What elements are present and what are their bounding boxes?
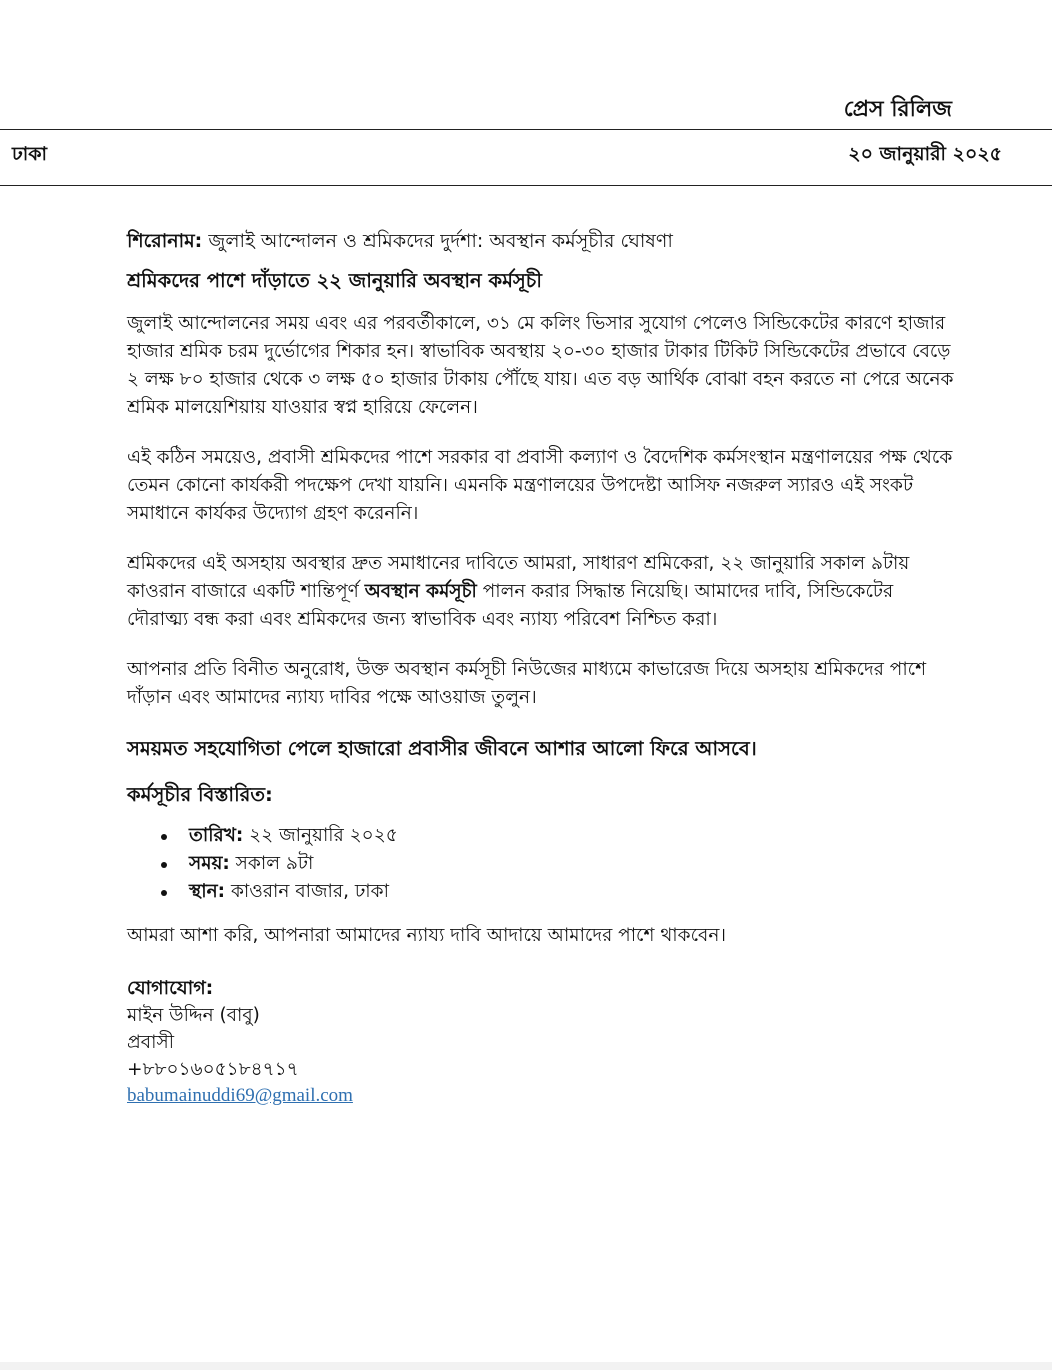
paragraph-media-request: আপনার প্রতি বিনীত অনুরোধ, উক্ত অবস্থান কর্মসূচী নিউজের মাধ্যমে কাভারেজ দিয়ে অসহায় শ্রমিকদের পাশে দাঁড়ান এবং আমাদের ন্যায্য দাবির পক্ষে আওয়াজ তুলুন। <box>127 659 927 708</box>
program-name-emphasis: অবস্থান কর্মসূচী <box>364 581 477 602</box>
details-value: কাওরান বাজার, ঢাকা <box>225 881 389 902</box>
contact-heading: যোগাযোগ: <box>127 977 214 999</box>
details-label: সময়: <box>189 853 230 874</box>
contact-role: প্রবাসী <box>127 1032 174 1053</box>
paragraph-background: জুলাই আন্দোলনের সময় এবং এর পরবর্তীকালে, ৩১ মে কলিং ভিসার সুযোগ পেলেও সিন্ডিকেটের কারণে হাজার হাজার শ্রমিক চরম দুর্ভোগের শিকার হন। স্বাভাবিক অবস্থায় ২০-৩০ হাজার টাকার টিকিট সিন্ডিকেটের প্রভাবে বেড়ে ২ লক্ষ ৮০ হাজার থেকে ৩ লক্ষ ৫০ হাজার টাকায় পৌঁছে যায়। এত বড় আর্থিক বোঝা বহন করতে না পেরে অনেক শ্রমিক মালয়েশিয়ায় যাওয়ার স্বপ্ন হারিয়ে ফেলেন। <box>127 313 954 418</box>
dateline-place: ঢাকা <box>12 143 48 165</box>
contact-email-link[interactable]: babumainuddi69@gmail.com <box>127 1085 353 1106</box>
paragraph-text: পালন করার সিদ্ধান্ত নিয়েছি। আমাদের দাবি, সিন্ডিকেটের দৌরাত্ম্য বন্ধ করা এবং শ্রমিকদের জন্য স্বাভাবিক এবং ন্যায্য পরিবেশ নিশ্চিত করা। <box>127 581 894 630</box>
page-bottom-edge <box>0 1362 1052 1370</box>
subheading: শ্রমিকদের পাশে দাঁড়াতে ২২ জানুয়ারি অবস্থান কর্মসূচী <box>127 269 542 292</box>
headline-text: জুলাই আন্দোলন ও শ্রমিকদের দুর্দশা: অবস্থান কর্মসূচীর ঘোষণা <box>202 230 673 252</box>
release-body <box>127 226 957 1109</box>
contact-phone: +৮৮০১৬০৫১৮৪৭১৭ <box>127 1059 299 1080</box>
contact-block <box>127 974 957 1109</box>
paragraph-government-response: এই কঠিন সময়েও, প্রবাসী শ্রমিকদের পাশে সরকার বা প্রবাসী কল্যাণ ও বৈদেশিক কর্মসংস্থান মন্ত্রণালয়ের পক্ষ থেকে তেমন কোনো কার্যকরী পদক্ষেপ দেখা যায়নি। এমনকি মন্ত্রণালয়ের উপদেষ্টা আসিফ নজরুল স্যারও এই সংকট সমাধানে কার্যকর উদ্যোগ গ্রহণ করেননি। <box>127 447 953 524</box>
closing-statement: আমরা আশা করি, আপনারা আমাদের ন্যায্য দাবি আদায়ে আমাদের পাশে থাকবেন। <box>127 925 726 946</box>
details-heading: কর্মসূচীর বিস্তারিত: <box>127 783 273 806</box>
paragraph-program-announcement <box>127 550 957 634</box>
details-label: তারিখ: <box>189 825 244 846</box>
header-top-divider <box>0 129 1052 130</box>
details-label: স্থান: <box>189 881 226 902</box>
header-bottom-divider <box>0 185 1052 186</box>
details-list <box>127 822 957 906</box>
contact-name: মাইন উদ্দিন (বাবু) <box>127 1005 260 1026</box>
document-title: প্রেস রিলিজ <box>843 97 952 122</box>
paragraph-text: শ্রমিকদের এই অসহায় অবস্থার দ্রুত সমাধানের দাবিতে আমরা, সাধারণ শ্রমিকেরা, ২২ জানুয়ারি সকাল ৯টায় কাওরান বাজারে একটি শান্তিপূর্ণ <box>127 553 910 602</box>
details-item-date <box>161 822 957 850</box>
details-item-time <box>161 850 957 878</box>
details-value: ২২ জানুয়ারি ২০২৫ <box>243 825 398 846</box>
headline-label: শিরোনাম: <box>127 230 203 252</box>
details-value: সকাল ৯টা <box>229 853 314 874</box>
details-item-location <box>161 878 957 906</box>
dateline-date: ২০ জানুয়ারী ২০২৫ <box>848 143 1002 165</box>
callout-statement: সময়মত সহযোগিতা পেলে হাজারো প্রবাসীর জীবনে আশার আলো ফিরে আসবে। <box>127 737 757 760</box>
headline <box>127 226 957 256</box>
